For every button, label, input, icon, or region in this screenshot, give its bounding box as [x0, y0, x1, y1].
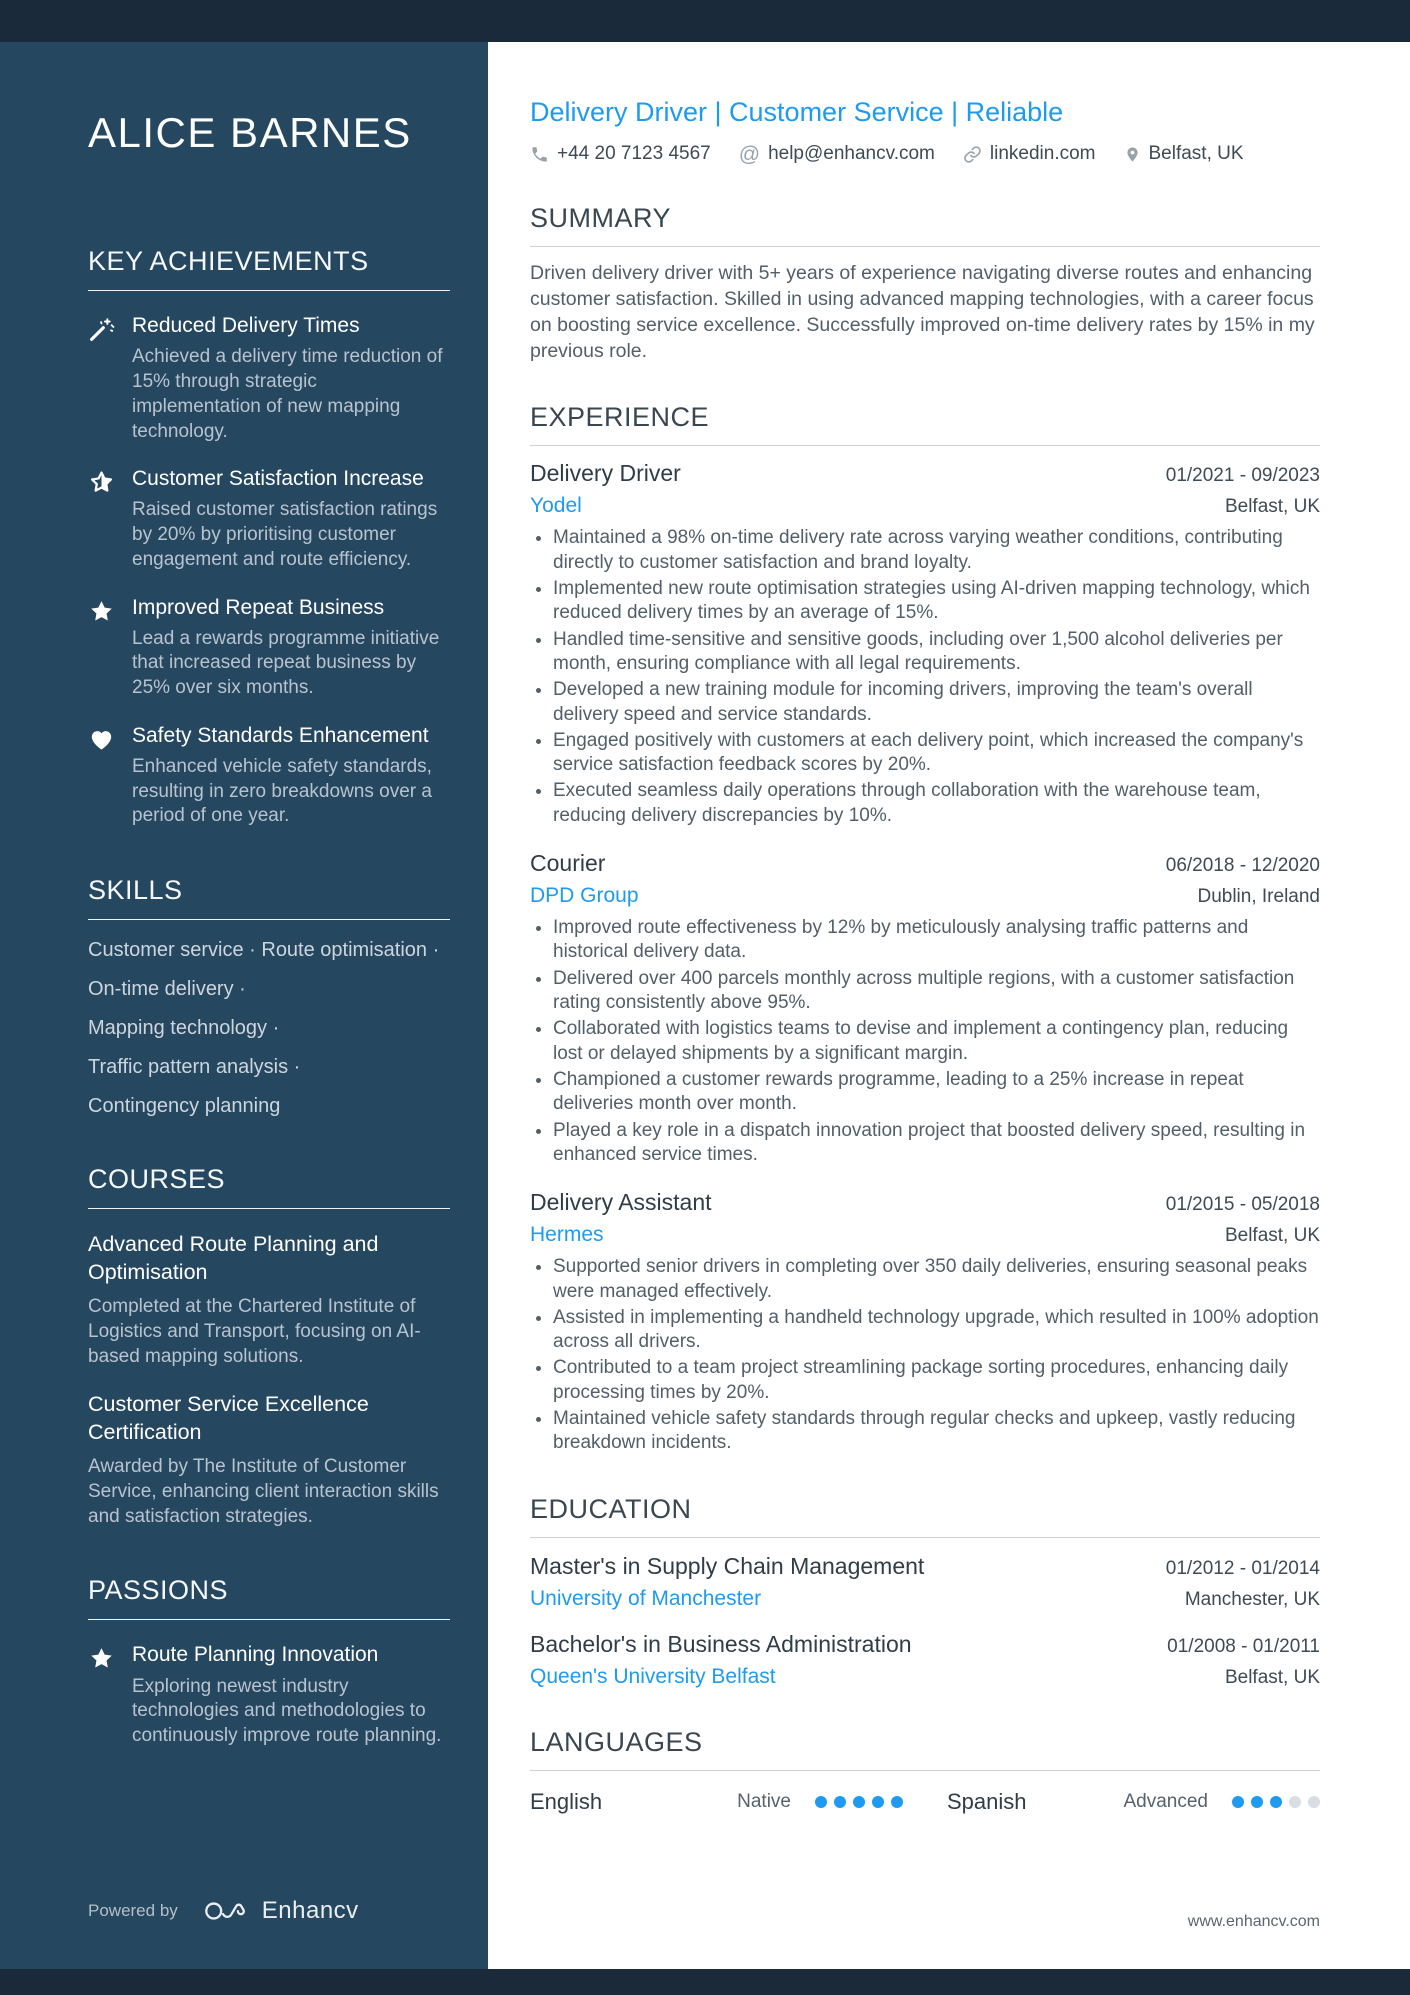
contact-linkedin[interactable]	[963, 143, 1096, 165]
job-location: Dublin, Ireland	[1197, 886, 1320, 908]
job-dates: 01/2021 - 09/2023	[1165, 465, 1320, 487]
courses-section	[88, 1164, 450, 1529]
degree-school[interactable]: Queen's University Belfast	[530, 1664, 776, 1688]
link-icon	[963, 145, 982, 164]
main-footer	[530, 1913, 1320, 1969]
skills-heading: SKILLS	[88, 875, 450, 920]
degree-school[interactable]: University of Manchester	[530, 1586, 762, 1610]
contact-phone	[530, 143, 711, 165]
dot-filled	[834, 1796, 846, 1808]
job-entry	[530, 850, 1320, 1167]
skills-section	[88, 875, 450, 1118]
bullet-item: • Contributed to a team project streamlining package sorting procedures, enhancing daily processing times by 20%.	[553, 1356, 1320, 1405]
job-entry	[530, 1189, 1320, 1456]
degree-location: Belfast, UK	[1224, 1666, 1320, 1688]
language-name: Spanish	[947, 1788, 1027, 1814]
email-text[interactable]: help@enhancv.com	[768, 143, 935, 165]
star-icon	[88, 1642, 132, 1748]
language-name: English	[530, 1788, 603, 1814]
language-item	[530, 1789, 903, 1815]
job-bullets	[530, 526, 1320, 828]
job-title: Delivery Driver	[530, 460, 681, 487]
achievement-text: Achieved a delivery time reduction of 15% through strategic implementation of new mapping technology.	[132, 346, 443, 442]
job-entry	[530, 460, 1320, 828]
job-title: Delivery Assistant	[530, 1189, 712, 1216]
experience-heading: EXPERIENCE	[530, 402, 1320, 446]
language-level: Native	[737, 1790, 791, 1812]
bullet-item: • Collaborated with logistics teams to devise and implement a contingency plan, reducing lost or delayed shipments by a significant margin.	[553, 1017, 1320, 1066]
achievement-item	[88, 313, 450, 444]
dot-filled	[872, 1796, 884, 1808]
language-level: Advanced	[1123, 1790, 1208, 1812]
bullet-item: • Delivered over 400 parcels monthly across multiple regions, with a customer satisfaction rating consistently above 95%.	[553, 967, 1320, 1016]
course-title: Customer Service Excellence Certification	[88, 1392, 369, 1444]
job-company[interactable]: Hermes	[530, 1223, 604, 1247]
achievement-text: Lead a rewards programme initiative that increased repeat business by 25% over six months.	[132, 627, 440, 699]
content-row	[0, 42, 1410, 1969]
top-band	[0, 0, 1410, 42]
contact-location	[1124, 143, 1244, 165]
wand-icon	[88, 313, 132, 444]
summary-section	[530, 203, 1320, 364]
dot-filled	[815, 1796, 827, 1808]
dot-filled	[891, 1796, 903, 1808]
bottom-band	[0, 1969, 1410, 1995]
courses-heading: COURSES	[88, 1164, 450, 1209]
bullet-item: • Played a key role in a dispatch innovation project that boosted delivery speed, resulting in enhanced service times.	[553, 1119, 1320, 1168]
achievement-title: Customer Satisfaction Increase	[132, 467, 424, 491]
degree-location: Manchester, UK	[1184, 1588, 1320, 1610]
degree-dates: 01/2008 - 01/2011	[1167, 1635, 1320, 1657]
course-text: Awarded by The Institute of Customer Service, enhancing client interaction skills and satisfaction strategies.	[88, 1456, 439, 1527]
job-dates: 06/2018 - 12/2020	[1165, 855, 1320, 877]
job-location: Belfast, UK	[1224, 1225, 1320, 1247]
main-column	[488, 42, 1410, 1969]
contact-email[interactable]	[739, 143, 935, 165]
dot-filled	[1251, 1796, 1263, 1808]
job-bullets	[530, 916, 1320, 1167]
experience-section	[530, 402, 1320, 1455]
sidebar	[0, 42, 488, 1969]
bullet-item: • Assisted in implementing a handheld technology upgrade, which resulted in 100% adoption across all drivers.	[553, 1306, 1320, 1355]
course-item	[88, 1231, 450, 1369]
powered-by-label: Powered by	[88, 1901, 178, 1920]
course-title: Advanced Route Planning and Optimisation	[88, 1232, 379, 1284]
person-name: ALICE BARNES	[88, 109, 412, 156]
bullet-item: • Maintained vehicle safety standards through regular checks and upkeep, vastly reducing breakdown incidents.	[553, 1407, 1320, 1456]
languages-heading: LANGUAGES	[530, 1727, 1320, 1771]
skill-line: Mapping technology ·	[88, 1017, 280, 1040]
enhancv-brand-name[interactable]: Enhancv	[261, 1897, 359, 1924]
degree-title: Bachelor's in Business Administration	[530, 1630, 912, 1657]
skill-line: On-time delivery ·	[88, 978, 246, 1001]
enhancv-logo-icon	[204, 1899, 250, 1923]
phone-icon	[530, 145, 549, 164]
phone-number: +44 20 7123 4567	[557, 143, 711, 165]
contact-row	[530, 143, 1320, 165]
job-bullets	[530, 1255, 1320, 1456]
website-link[interactable]: www.enhancv.com	[1187, 1913, 1320, 1930]
at-icon: @	[738, 142, 761, 166]
key-achievements-heading: KEY ACHIEVEMENTS	[88, 246, 450, 291]
job-title: Courier	[530, 850, 606, 877]
achievement-item	[88, 595, 450, 701]
sidebar-footer	[88, 1877, 450, 1969]
job-company[interactable]: DPD Group	[530, 884, 639, 908]
achievement-item	[88, 723, 450, 829]
dot-filled	[1270, 1796, 1282, 1808]
passions-heading: PASSIONS	[88, 1575, 450, 1620]
language-proficiency-dots	[815, 1796, 903, 1808]
location-pin-icon	[1124, 145, 1141, 164]
education-entry	[530, 1631, 1320, 1689]
bullet-item: • Executed seamless daily operations through collaboration with the warehouse team, reducing delivery discrepancies by 10%.	[553, 779, 1320, 828]
bullet-item: • Handled time-sensitive and sensitive goods, including over 1,500 alcohol deliveries per month, ensuring compliance with all legal requirements.	[553, 628, 1320, 677]
passion-text: Exploring newest industry technologies and methodologies to continuously improve route planning.	[132, 1675, 442, 1746]
achievement-text: Enhanced vehicle safety standards, resulting in zero breakdowns over a period of one year.	[132, 756, 432, 827]
passion-item	[88, 1642, 450, 1748]
skill-line: Traffic pattern analysis ·	[88, 1056, 301, 1079]
languages-section	[530, 1727, 1320, 1815]
enhancv-brand[interactable]	[204, 1897, 359, 1925]
location-text: Belfast, UK	[1148, 143, 1244, 165]
bullet-item: • Maintained a 98% on-time delivery rate across varying weather conditions, contributing directly to customer satisfaction and brand loyalty.	[553, 526, 1320, 575]
skill-line: Customer service · Route optimisation ·	[88, 939, 440, 962]
course-item	[88, 1391, 450, 1529]
dot-filled	[1232, 1796, 1244, 1808]
star-badge-icon	[88, 466, 132, 572]
bullet-item: • Improved route effectiveness by 12% by meticulously analysing traffic patterns and historical delivery data.	[553, 916, 1320, 965]
education-heading: EDUCATION	[530, 1494, 1320, 1538]
education-section	[530, 1494, 1320, 1689]
language-item	[903, 1789, 1320, 1815]
achievement-title: Reduced Delivery Times	[132, 314, 360, 338]
achievement-title: Safety Standards Enhancement	[132, 723, 429, 747]
bullet-item: • Championed a customer rewards programme, leading to a 25% increase in repeat deliveries month over month.	[553, 1068, 1320, 1117]
heart-icon	[88, 723, 132, 829]
course-text: Completed at the Chartered Institute of Logistics and Transport, focusing on AI-based mapping solutions.	[88, 1296, 421, 1367]
education-entry	[530, 1553, 1320, 1611]
achievement-item	[88, 466, 450, 572]
passion-title: Route Planning Innovation	[132, 1643, 379, 1667]
languages-row	[530, 1789, 1320, 1815]
bullet-item: • Engaged positively with customers at each delivery point, which increased the company's service satisfaction feedback scores by 20%.	[553, 729, 1320, 778]
passions-section	[88, 1575, 450, 1748]
achievement-text: Raised customer satisfaction ratings by 20% by prioritising customer engagement and route efficiency.	[132, 499, 438, 570]
job-location: Belfast, UK	[1224, 496, 1320, 518]
summary-text: Driven delivery driver with 5+ years of experience navigating diverse routes and enhancing customer satisfaction. Skilled in using advanced mapping technologies, with a career focus on boosting service excellence. Successfully improved on-time delivery rates by 15% in my previous role.	[530, 262, 1315, 362]
headline: Delivery Driver | Customer Service | Reliable	[530, 97, 1064, 127]
dot-empty	[1308, 1796, 1320, 1808]
skill-line: Contingency planning	[88, 1095, 281, 1118]
job-dates: 01/2015 - 05/2018	[1165, 1194, 1320, 1216]
bullet-item: • Supported senior drivers in completing over 350 daily deliveries, ensuring seasonal peaks were managed effectively.	[553, 1255, 1320, 1304]
linkedin-text[interactable]: linkedin.com	[989, 143, 1096, 165]
degree-dates: 01/2012 - 01/2014	[1165, 1557, 1320, 1579]
key-achievements-section	[88, 246, 450, 829]
bullet-item: • Developed a new training module for incoming drivers, improving the team's overall delivery speed and service standards.	[553, 678, 1320, 727]
dot-empty	[1289, 1796, 1301, 1808]
summary-heading: SUMMARY	[530, 203, 1320, 247]
bullet-item: • Implemented new route optimisation strategies using AI-driven mapping technology, which reduced delivery times by an average of 15%.	[553, 577, 1320, 626]
language-proficiency-dots	[1232, 1796, 1320, 1808]
degree-title: Master's in Supply Chain Management	[530, 1552, 925, 1579]
job-company[interactable]: Yodel	[530, 494, 582, 518]
achievement-title: Improved Repeat Business	[132, 595, 385, 619]
dot-filled	[853, 1796, 865, 1808]
star-icon	[88, 595, 132, 701]
